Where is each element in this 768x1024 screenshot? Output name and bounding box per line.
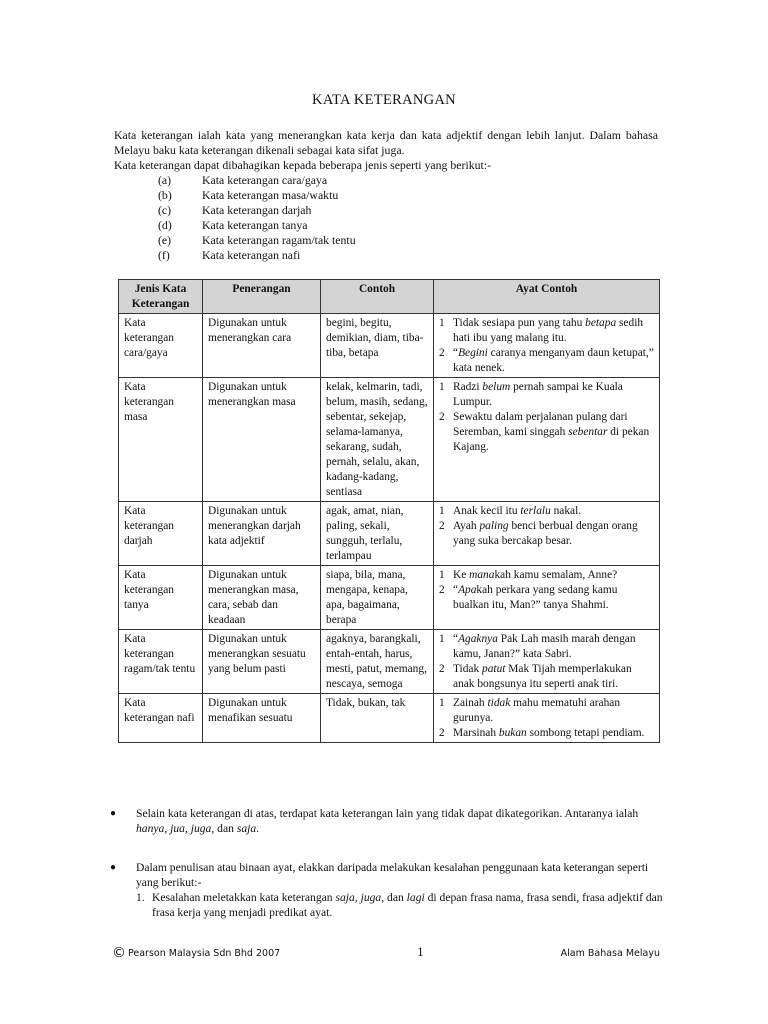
table-row: [119, 566, 660, 630]
list-item-label: (f): [158, 248, 170, 262]
list-item: [114, 218, 658, 233]
example-sentence: 2 “Apakah perkara yang sedang kamu bualkan itu, Man?” tanya Shahmi.: [439, 584, 618, 611]
example-sentence: 1 Radzi belum pernah sampai ke Kuala Lumpur.: [439, 381, 623, 408]
cell-penerangan: Digunakan untuk menerangkan cara: [203, 314, 321, 378]
intro-paragraph-1: Kata keterangan ialah kata yang menerangkan kata kerja dan kata adjektif dengan lebih lanjut. Dalam bahasa Melayu baku kata keterangan dikenali sebagai kata sifat juga.: [114, 128, 658, 157]
list-item-text: Kata keterangan darjah: [202, 203, 312, 217]
example-sentence: 1 Zainah tidak mahu mematuhi arahan gurunya.: [439, 697, 621, 724]
cell-ayat-contoh: [434, 378, 660, 502]
table-row: [119, 314, 660, 378]
list-item: [114, 203, 658, 218]
cell-jenis: Kata keterangan masa: [119, 378, 203, 502]
cell-contoh: kelak, kelmarin, tadi, belum, masih, sedang, sebentar, sekejap, selama-lamanya, sekarang, sudah, pernah, selalu, akan, kadang-kadang, sentiasa: [321, 378, 434, 502]
example-sentence: 1 “Agaknya Pak Lah masih marah dengan kamu, Janan?” kata Sabri.: [439, 633, 636, 660]
example-sentence: 2 Ayah paling benci berbual dengan orang yang suka bercakap besar.: [439, 520, 638, 547]
cell-contoh: begini, begitu, demikian, diam, tiba-tiba, betapa: [321, 314, 434, 378]
list-item: [114, 188, 658, 203]
list-item-label: (c): [158, 203, 172, 217]
example-sentence: 2 Marsinah bukan sombong tetapi pendiam.: [439, 727, 645, 739]
example-sentence: 2 “Begini caranya menganyam daun ketupat,” kata nenek.: [439, 347, 654, 374]
list-item: [114, 173, 658, 188]
list-item-label: (b): [158, 188, 172, 202]
table-row: [119, 694, 660, 743]
footer-right: Alam Bahasa Melayu: [560, 948, 660, 959]
table-row: [119, 502, 660, 566]
list-item-label: (a): [158, 173, 172, 187]
header-ayat-contoh: Ayat Contoh: [434, 280, 660, 314]
kata-keterangan-table: [118, 279, 660, 743]
sub-item: 1. Kesalahan meletakkan kata keterangan saja, juga, dan lagi di depan frasa nama, frasa sendi, frasa adjektif dan frasa kerja yang menjadi predikat ayat.: [136, 891, 663, 919]
intro-paragraph-2: Kata keterangan dapat dibahagikan kepada beberapa jenis seperti yang berikut:-: [114, 158, 492, 172]
header-jenis: Jenis Kata Keterangan: [119, 280, 203, 314]
bullet-text: Dalam penulisan atau binaan ayat, elakkan daripada melakukan kesalahan penggunaan kata keterangan seperti yang berikut:- 1. Kesalahan meletakkan kata keterangan saja, juga, dan lagi di depan frasa nama, frasa sendi, frasa adjektif dan frasa kerja yang menjadi predikat ayat.: [136, 860, 670, 920]
list-item-label: (d): [158, 218, 172, 232]
example-sentence: 2 Sewaktu dalam perjalanan pulang dari Seremban, kami singgah sebentar di pekan Kajang.: [439, 411, 650, 453]
cell-ayat-contoh: [434, 630, 660, 694]
cell-jenis: Kata keterangan cara/gaya: [119, 314, 203, 378]
bullet-dot-icon: ●: [110, 862, 117, 873]
cell-contoh: agaknya, barangkali, entah-entah, harus, mesti, patut, memang, nescaya, semoga: [321, 630, 434, 694]
bullet-item: [110, 806, 670, 836]
table-row: [119, 630, 660, 694]
page-number: 1: [417, 944, 424, 959]
cell-penerangan: Digunakan untuk menafikan sesuatu: [203, 694, 321, 743]
bullet-dot-icon: ●: [110, 808, 117, 819]
cell-contoh: agak, amat, nian, paling, sekali, sungguh, terlalu, terlampau: [321, 502, 434, 566]
list-item-text: Kata keterangan masa/waktu: [202, 188, 339, 202]
cell-penerangan: Digunakan untuk menerangkan masa: [203, 378, 321, 502]
header-contoh: Contoh: [321, 280, 434, 314]
bullet-text: Selain kata keterangan di atas, terdapat kata keterangan lain yang tidak dapat dikategorikan. Antaranya ialah hanya, jua, juga, dan saja.: [136, 807, 639, 835]
cell-jenis: Kata keterangan tanya: [119, 566, 203, 630]
cell-penerangan: Digunakan untuk menerangkan sesuatu yang belum pasti: [203, 630, 321, 694]
example-sentence: 1 Anak kecil itu terlalu nakal.: [439, 505, 582, 517]
header-penerangan: Penerangan: [203, 280, 321, 314]
cell-ayat-contoh: [434, 694, 660, 743]
list-item-text: Kata keterangan tanya: [202, 218, 308, 232]
bullet-item: [110, 860, 670, 920]
table-header-row: [119, 280, 660, 314]
example-sentence: 1 Tidak sesiapa pun yang tahu betapa sedih hati ibu yang malang itu.: [439, 317, 644, 344]
cell-penerangan: Digunakan untuk menerangkan darjah kata adjektif: [203, 502, 321, 566]
intro-section: [114, 128, 658, 263]
copyright-icon: ©: [112, 945, 126, 961]
list-item-label: (e): [158, 233, 172, 247]
table-row: [119, 378, 660, 502]
types-list: [114, 173, 658, 263]
list-item-text: Kata keterangan ragam/tak tentu: [202, 233, 356, 247]
page-title: KATA KETERANGAN: [312, 92, 456, 108]
notes-section: [110, 806, 670, 944]
list-item-text: Kata keterangan nafi: [202, 248, 301, 262]
cell-jenis: Kata keterangan ragam/tak tentu: [119, 630, 203, 694]
cell-penerangan: Digunakan untuk menerangkan masa, cara, sebab dan keadaan: [203, 566, 321, 630]
list-item-text: Kata keterangan cara/gaya: [202, 173, 328, 187]
cell-contoh: Tidak, bukan, tak: [321, 694, 434, 743]
cell-jenis: Kata keterangan darjah: [119, 502, 203, 566]
cell-ayat-contoh: [434, 314, 660, 378]
cell-ayat-contoh: [434, 566, 660, 630]
cell-ayat-contoh: [434, 502, 660, 566]
list-item: [114, 233, 658, 248]
footer-left: © Pearson Malaysia Sdn Bhd 2007: [112, 945, 281, 961]
cell-contoh: siapa, bila, mana, mengapa, kenapa, apa, bagaimana, berapa: [321, 566, 434, 630]
page-footer: [112, 944, 660, 961]
cell-jenis: Kata keterangan nafi: [119, 694, 203, 743]
list-item: [114, 248, 658, 263]
example-sentence: 1 Ke manakah kamu semalam, Anne?: [439, 569, 618, 581]
example-sentence: 2 Tidak patut Mak Tijah memperlakukan anak bongsunya itu seperti anak tiri.: [439, 663, 632, 690]
